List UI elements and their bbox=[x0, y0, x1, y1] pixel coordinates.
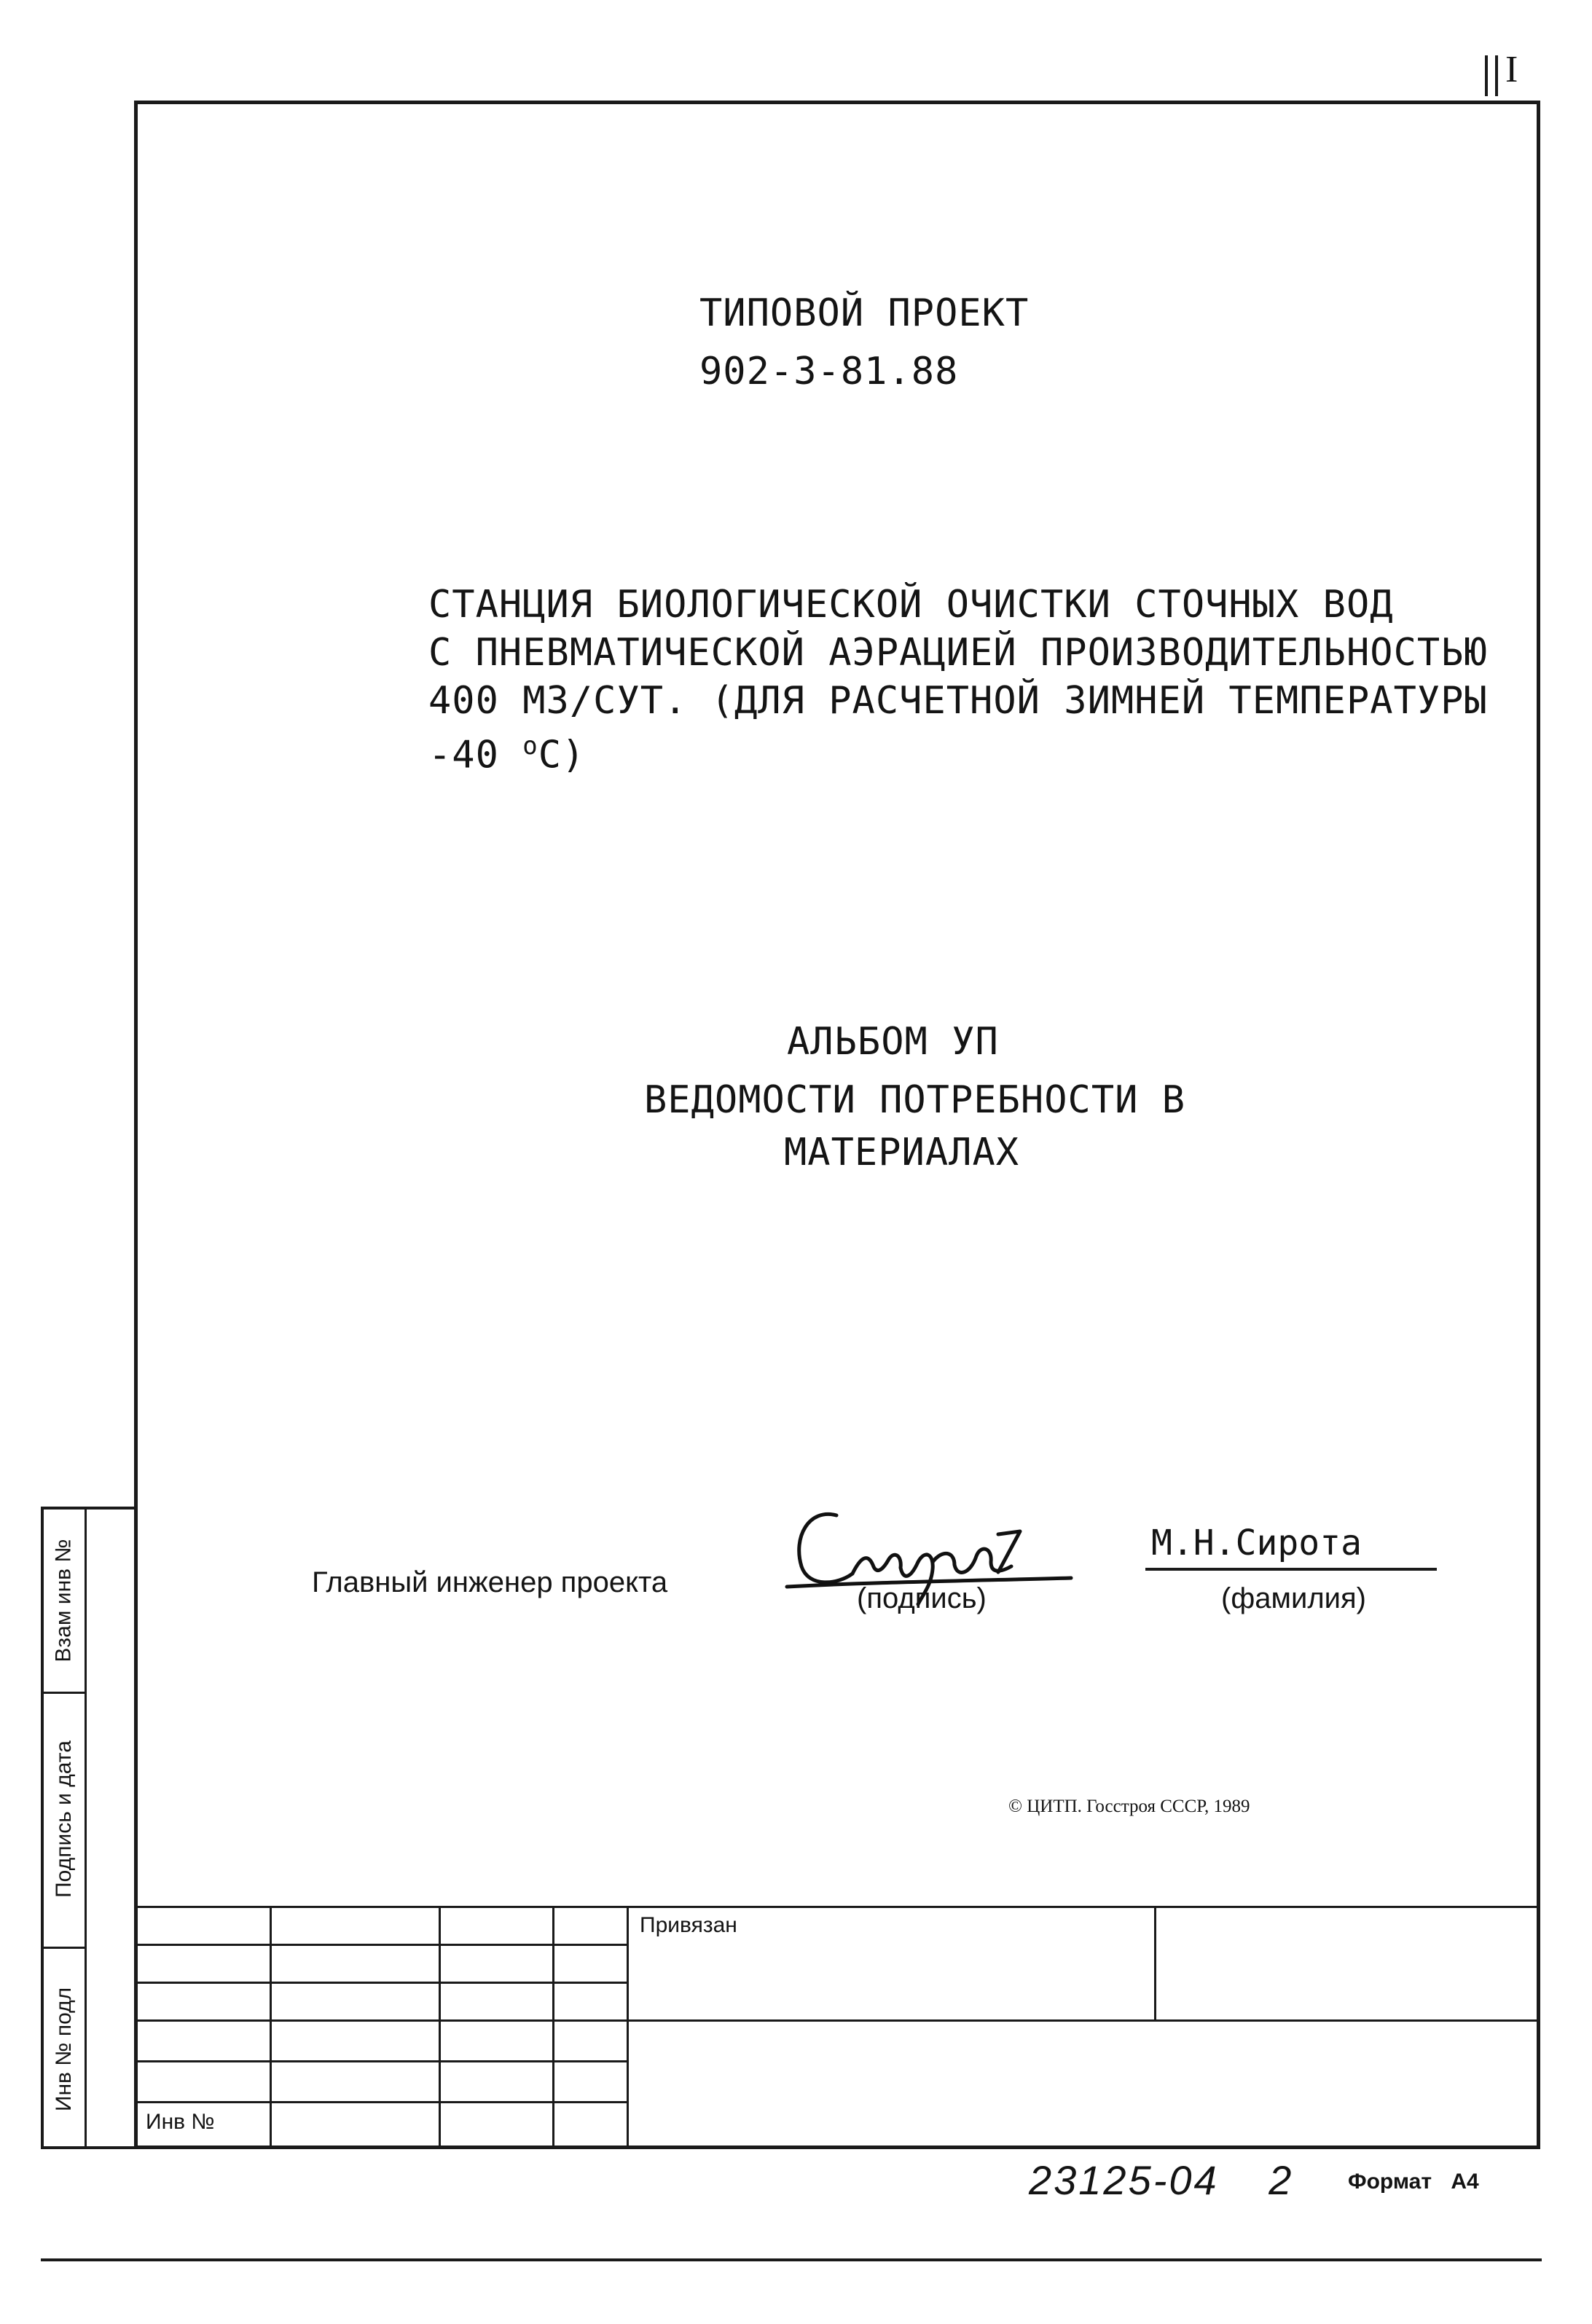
page-number-bars bbox=[1485, 55, 1498, 96]
document-code-value: 23125-04 bbox=[1029, 2157, 1219, 2203]
project-type-title: ТИПОВОЙ ПРОЕКТ bbox=[699, 291, 1030, 335]
side-stamp-strip bbox=[41, 1507, 134, 2149]
album-title: АЛЬБОМ УП bbox=[787, 1020, 999, 1064]
page-number: I bbox=[1505, 49, 1518, 90]
side-label-inv: Инв № подл bbox=[52, 1987, 77, 2112]
stamp-inv-label: Инв № bbox=[146, 2110, 215, 2134]
engineer-name: М.Н.Сирота bbox=[1151, 1523, 1362, 1563]
temperature-unit: С) bbox=[538, 733, 586, 777]
name-caption: (фамилия) bbox=[1221, 1582, 1366, 1614]
album-subtitle-line-1: ВЕДОМОСТИ ПОТРЕБНОСТИ В bbox=[644, 1078, 1186, 1122]
format-label bbox=[1348, 2170, 1479, 2194]
side-label-podpis: Подпись и дата bbox=[52, 1740, 76, 1898]
stamp-privyazan-label: Привязан bbox=[640, 1913, 737, 1937]
signature-caption: (подпись) bbox=[857, 1582, 987, 1614]
name-underline bbox=[1145, 1568, 1437, 1571]
stamp-top-line bbox=[134, 1906, 1540, 1908]
stamp-col-line-4 bbox=[627, 1906, 629, 2149]
album-subtitle-line-2: МАТЕРИАЛАХ bbox=[784, 1131, 1020, 1174]
stamp-row-line-3 bbox=[134, 2019, 1540, 2022]
description-line-4 bbox=[428, 731, 585, 777]
stamp-col-line-3 bbox=[552, 1906, 554, 2149]
stamp-col-line-5 bbox=[1154, 1906, 1156, 2019]
document-code bbox=[1029, 2156, 1293, 2204]
description-line-1: СТАНЦИЯ БИОЛОГИЧЕСКОЙ ОЧИСТКИ СТОЧНЫХ ВОД bbox=[428, 583, 1394, 627]
drawing-frame bbox=[134, 101, 1540, 2149]
stamp-col-line-1 bbox=[270, 1906, 272, 2149]
chief-engineer-label: Главный инженер проекта bbox=[312, 1566, 668, 1598]
sheet-number: 2 bbox=[1268, 2157, 1294, 2203]
description-line-2: С ПНЕВМАТИЧЕСКОЙ АЭРАЦИЕЙ ПРОИЗВОДИТЕЛЬНОСТЬЮ bbox=[428, 631, 1488, 675]
stamp-col-line-2 bbox=[439, 1906, 441, 2149]
format-label-text: Формат bbox=[1348, 2170, 1432, 2194]
description-line-3: 400 МЗ/СУТ. (ДЛЯ РАСЧЕТНОЙ ЗИМНЕЙ ТЕМПЕРАТУРЫ bbox=[428, 679, 1488, 723]
project-number: 902-3-81.88 bbox=[699, 350, 959, 393]
page-cut-line bbox=[41, 2258, 1542, 2261]
degree-sign: о bbox=[522, 731, 538, 761]
format-value: А4 bbox=[1451, 2170, 1479, 2194]
side-label-vzam: Взам инв № bbox=[52, 1539, 77, 1662]
copyright-note: © ЦИТП. Госстроя СССР, 1989 bbox=[1008, 1797, 1250, 1816]
side-strip-divider bbox=[85, 1510, 87, 2146]
temperature-value: -40 bbox=[428, 733, 499, 777]
